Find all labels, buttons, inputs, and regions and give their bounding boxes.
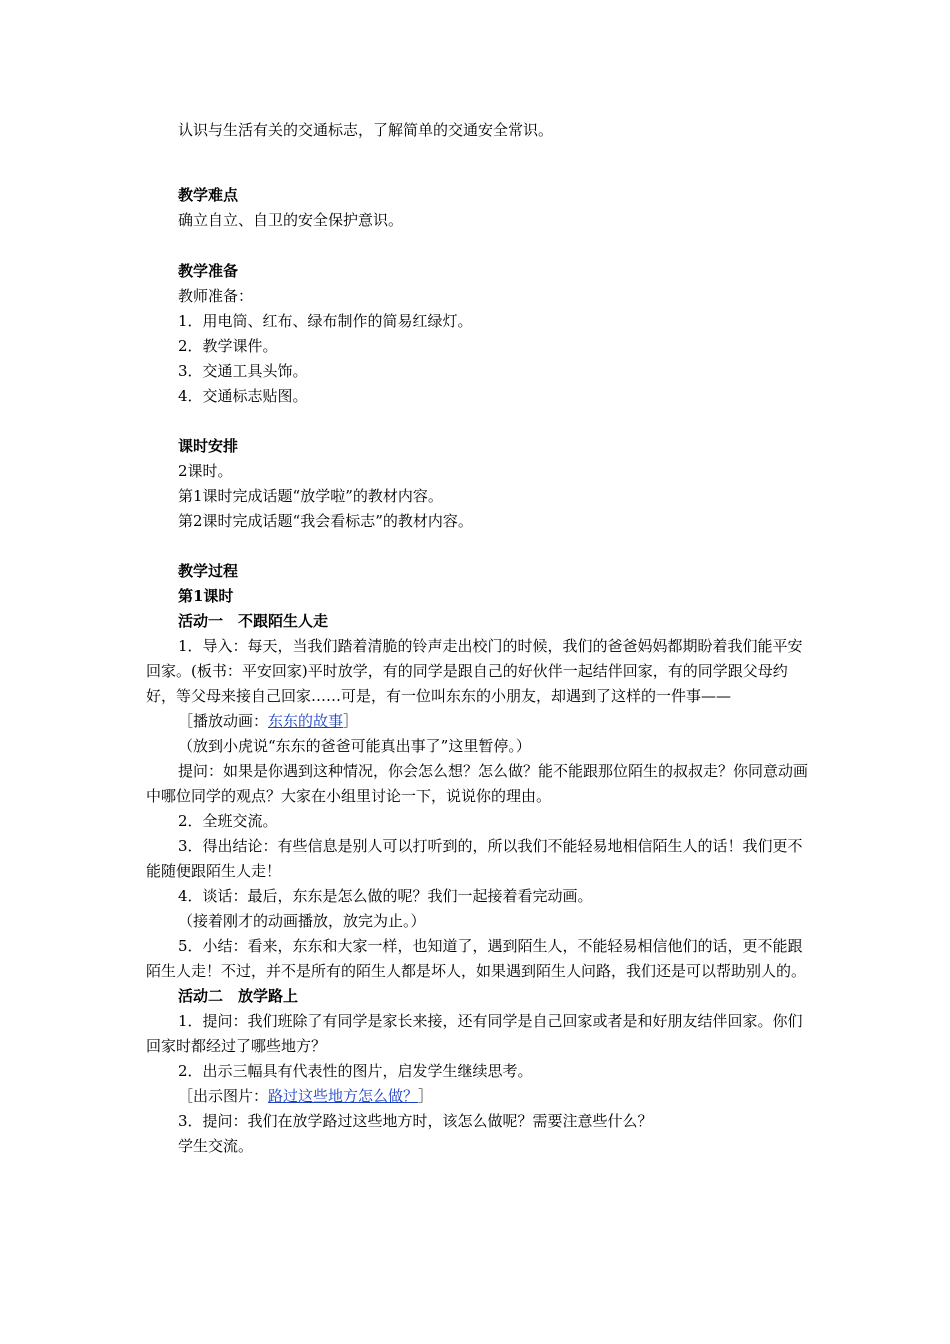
activity2-step2: 2．出示三幅具有代表性的图片，启发学生继续思考。 xyxy=(178,1062,533,1080)
difficulty-text: 确立自立、自卫的安全保护意识。 xyxy=(178,211,404,229)
activity2-title: 活动二 放学路上 xyxy=(178,987,299,1005)
activity2-question: 1．提问：我们班除了有同学是家长来接，还有同学是自己回家或者是和好朋友结伴回家。你们回家时都经过了哪些地方？ xyxy=(146,1012,803,1055)
activity1-question: 提问：如果是你遇到这种情况，你会怎么想？怎么做？能不能跟那位陌生的叔叔走？你同意动画中哪位同学的观点？大家在小组里讨论一下，说说你的理由。 xyxy=(146,762,809,805)
show-pictures-line: ［出示图片：路过这些地方怎么做？］ xyxy=(178,1087,434,1105)
activity1-summary: 5．小结：看来，东东和大家一样，也知道了，遇到陌生人，不能轻易相信他们的话，更不能跟陌生人走！不过，并不是所有的陌生人都是坏人，如果遇到陌生人问路，我们还是可以帮助别人的。 xyxy=(146,937,807,980)
activity2-exchange: 学生交流。 xyxy=(178,1137,254,1155)
activity2-step3: 3．提问：我们在放学路过这些地方时，该怎么做呢？需要注意些什么？ xyxy=(178,1112,653,1130)
activity1-intro: 1．导入：每天，当我们踏着清脆的铃声走出校门的时候，我们的爸爸妈妈都期盼着我们能平安回家。(板书：平安回家)平时放学，有的同学是跟自己的好伙伴一起结伴回家，有的同学跟父母约好，等父母来接自己回家……可是，有一位叫东东的小朋友，却遇到了这样的一件事—— xyxy=(146,637,803,705)
schedule-heading: 课时安排 xyxy=(178,437,239,455)
activity1-step2: 2．全班交流。 xyxy=(178,812,278,830)
process-heading: 教学过程 xyxy=(178,562,239,580)
activity1-talk: 4．谈话：最后，东东是怎么做的呢？我们一起接着看完动画。 xyxy=(178,887,593,905)
intro-line: 认识与生活有关的交通标志，了解简单的交通安全常识。 xyxy=(178,121,554,139)
story-animation-link[interactable]: 东东的故事 xyxy=(268,712,344,730)
difficulty-heading: 教学难点 xyxy=(178,186,239,204)
prep-item: 3．交通工具头饰。 xyxy=(178,362,308,380)
prep-item: 4．交通标志贴图。 xyxy=(178,387,308,405)
activity1-conclusion: 3．得出结论：有些信息是别人可以打听到的，所以我们不能轻易地相信陌生人的话！我们更不能随便跟陌生人走！ xyxy=(146,837,803,880)
pause-note: （放到小虎说“东东的爸爸可能真出事了”这里暂停。） xyxy=(178,737,531,755)
prep-item: 1．用电筒、红布、绿布制作的简易红绿灯。 xyxy=(178,312,473,330)
schedule-line: 2课时。 xyxy=(178,462,233,480)
prep-heading: 教学准备 xyxy=(178,262,239,280)
places-pictures-link[interactable]: 路过这些地方怎么做？ xyxy=(268,1087,419,1105)
document-body xyxy=(146,118,814,1159)
prep-item: 2．教学课件。 xyxy=(178,337,278,355)
activity1-title: 活动一 不跟陌生人走 xyxy=(178,612,329,630)
schedule-line: 第2课时完成话题“我会看标志”的教材内容。 xyxy=(178,512,473,530)
schedule-line: 第1课时完成话题“放学啦”的教材内容。 xyxy=(178,487,443,505)
continue-note: （接着刚才的动画播放，放完为止。） xyxy=(178,912,426,930)
lesson-heading: 第1课时 xyxy=(178,587,234,605)
play-animation-line: ［播放动画：东东的故事］ xyxy=(178,712,359,730)
prep-sub: 教师准备： xyxy=(178,287,254,305)
